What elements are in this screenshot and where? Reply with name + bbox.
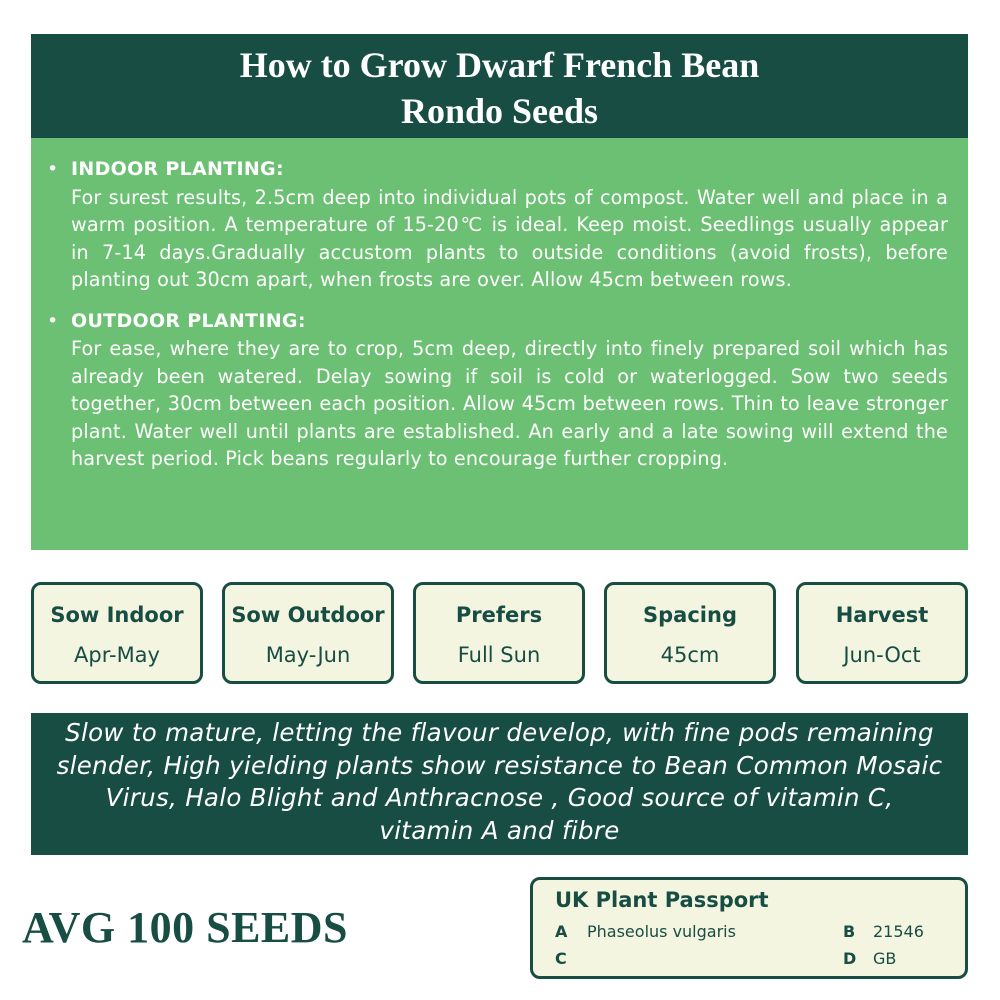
info-boxes <box>31 582 968 684</box>
passport-key-b: B <box>843 922 856 941</box>
passport-title: UK Plant Passport <box>555 888 769 912</box>
harvest-box <box>796 582 968 684</box>
prefers-box <box>413 582 585 684</box>
box-label: Spacing <box>643 603 737 627</box>
box-value: Full Sun <box>457 643 541 667</box>
passport-key-d: D <box>843 949 857 968</box>
box-value: Apr-May <box>74 643 160 667</box>
outdoor-planting-text: For ease, where they are to crop, 5cm deep, directly into finely prepared soil which has already been watered. Delay sowing if soil is cold or waterlogged. Sow two seeds together, 30cm between each position. Allow 45cm between rows. Thin to leave stronger plant. Water well until plants are established. An early and a late sowing will extend the harvest period. Pick beans regularly to encourage further cropping. <box>71 337 948 470</box>
passport-key-a: A <box>555 922 568 941</box>
indoor-planting-heading: • INDOOR PLANTING: <box>71 158 284 180</box>
passport-key-c: C <box>555 949 567 968</box>
spacing-box <box>604 582 776 684</box>
box-value: 45cm <box>660 643 720 667</box>
page-title-line-1: How to Grow Dwarf French Bean <box>239 45 760 85</box>
box-value: Jun-Oct <box>843 643 921 667</box>
sow-indoor-box <box>31 582 203 684</box>
variety-description: Slow to mature, letting the flavour develop, with fine pods remaining slender, High yielding plants show resistance to Bean Common Mosaic Virus, Halo Blight and Anthracnose , Good source of vitamin C, vitamin A and fibre <box>31 713 968 855</box>
instruction-list <box>71 156 948 473</box>
box-label: Sow Indoor <box>50 603 184 627</box>
seed-count: AVG 100 SEEDS <box>22 903 349 952</box>
indoor-planting-item <box>71 156 948 294</box>
passport-botanical-name: Phaseolus vulgaris <box>587 922 736 941</box>
plant-passport <box>530 877 968 979</box>
passport-registration-number: 21546 <box>873 922 924 941</box>
outdoor-planting-heading: • OUTDOOR PLANTING: <box>71 309 306 332</box>
sow-outdoor-box <box>222 582 394 684</box>
indoor-planting-text: For surest results, 2.5cm deep into individual pots of compost. Water well and place in a warm position. A temperature of 15-20℃ is ideal. Keep moist. Seedlings usually appear in 7-14 days.Gradually accustom plants to outside conditions (avoid frosts), before planting out 30cm apart, when frosts are over. Allow 45cm between rows. <box>71 185 948 291</box>
outdoor-planting-item <box>71 308 948 473</box>
page-title-line-2: Rondo Seeds <box>400 91 599 131</box>
box-value: May-Jun <box>265 643 351 667</box>
box-label: Prefers <box>455 603 543 627</box>
planting-instructions <box>31 138 968 550</box>
passport-country: GB <box>873 949 897 968</box>
box-label: Harvest <box>835 603 929 627</box>
box-label: Sow Outdoor <box>231 603 385 627</box>
title-banner <box>31 34 968 138</box>
